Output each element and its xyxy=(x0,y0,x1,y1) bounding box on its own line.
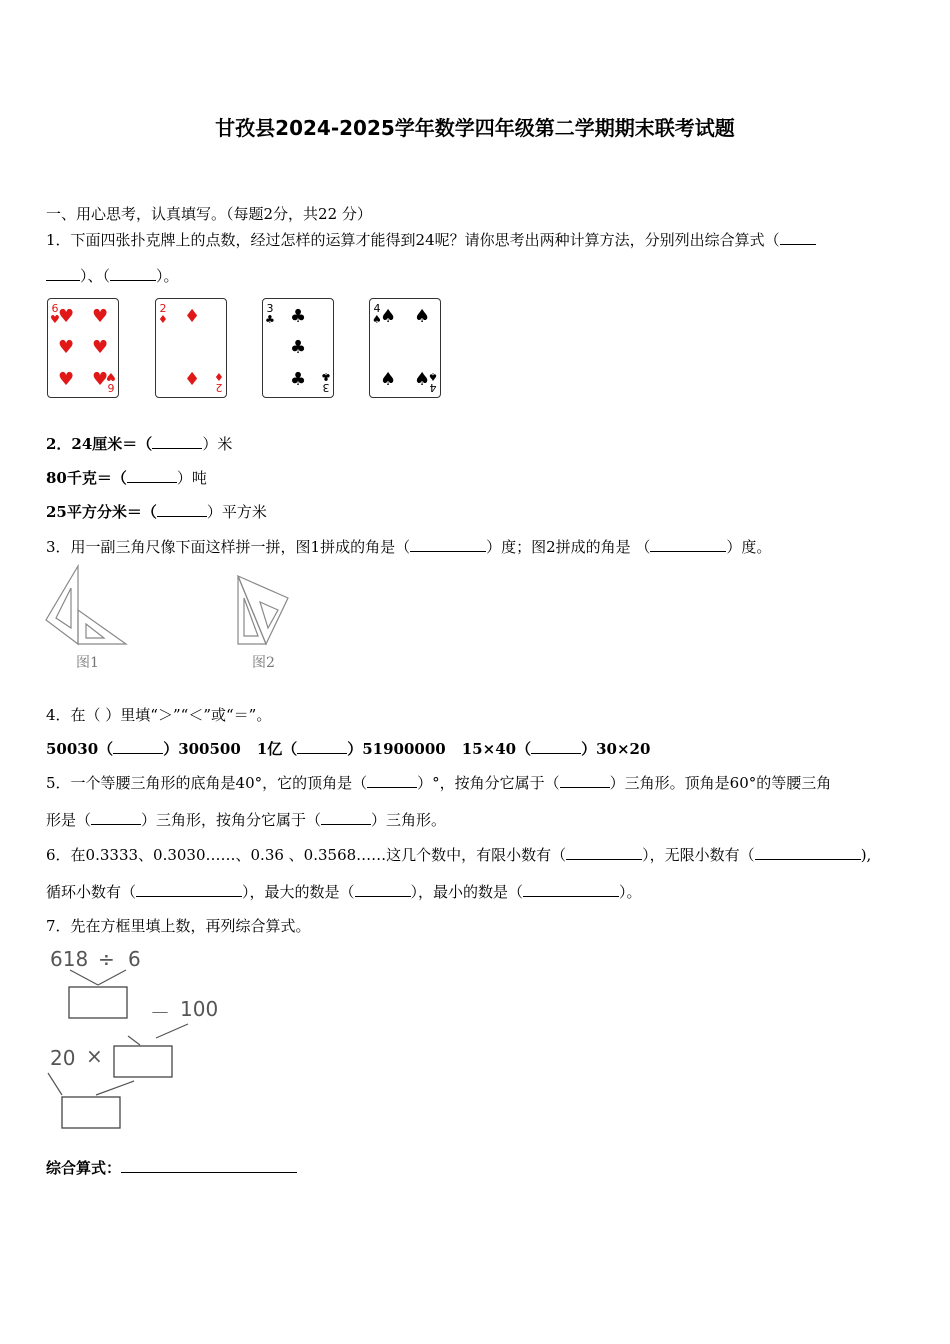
minus-sign: － xyxy=(150,1001,170,1025)
spade-icon: ♠ xyxy=(414,306,431,327)
card-corner: 2 ♦ xyxy=(214,370,224,394)
answer-box-3[interactable] xyxy=(62,1097,120,1128)
question-2a: 2．24厘米＝（ ）米 xyxy=(46,435,233,453)
question-5-line2: 形是（ ）三角形，按角分它属于（ ）三角形。 xyxy=(46,811,447,829)
q6-blank-2[interactable] xyxy=(755,845,861,860)
card-corner: 6 ♥ xyxy=(50,302,60,326)
card-corner: 2 ♦ xyxy=(158,302,168,326)
q1-blank-2[interactable] xyxy=(110,266,156,281)
question-7: 7．先在方框里填上数，再列综合算式。 xyxy=(46,917,311,935)
spade-icon: ♠ xyxy=(414,369,431,390)
diamond-icon: ♦ xyxy=(184,306,201,327)
heart-icon: ♥ xyxy=(92,369,109,390)
times-sign: × xyxy=(86,1044,103,1068)
q4-blank-3[interactable] xyxy=(531,739,581,754)
question-6-line2: 循环小数有（ ），最大的数是（ ），最小的数是（ ）。 xyxy=(46,883,642,901)
triangle-ruler-figure-1 xyxy=(42,562,132,648)
figure-2-label: 图2 xyxy=(252,655,275,671)
q1-end: ）。 xyxy=(156,267,179,285)
question-4: 4．在（ ）里填“＞”“＜”或“＝”。 xyxy=(46,706,272,724)
heart-icon: ♥ xyxy=(92,306,109,327)
card-corner: 3 ♣ xyxy=(265,302,275,326)
combined-expression: 综合算式： xyxy=(46,1157,297,1178)
q6-blank-1[interactable] xyxy=(566,845,642,860)
club-icon: ♣ xyxy=(290,337,307,358)
answer-box-1[interactable] xyxy=(69,987,127,1018)
q2-blank-c[interactable] xyxy=(157,502,207,517)
q1-sep: ）、（ xyxy=(80,267,111,285)
question-1-line1 xyxy=(46,229,816,250)
question-2b: 80千克＝（ ）吨 xyxy=(46,469,207,487)
q4-blank-1[interactable] xyxy=(113,739,163,754)
q4-blank-2[interactable] xyxy=(297,739,347,754)
q5-blank-4[interactable] xyxy=(321,810,371,825)
q6-blank-3[interactable] xyxy=(136,882,242,897)
card-three-clubs xyxy=(262,298,334,398)
q1-blank-1b[interactable] xyxy=(46,266,80,281)
question-2c: 25平方分米＝（ ）平方米 xyxy=(46,503,267,521)
card-corner: 4 ♠ xyxy=(428,370,438,394)
q1-text: 1．下面四张扑克牌上的点数，经过怎样的运算才能得到24呢？请你思考出两种计算方法，分别列出综合算式（ xyxy=(46,231,780,249)
question-6-line1: 6．在0.3333、0.3030……、0.36 、0.3568……这几个数中，有限小数有（ ），无限小数有（ ), xyxy=(46,846,872,864)
card-six-hearts xyxy=(47,298,119,398)
number-100: 100 xyxy=(180,997,219,1021)
club-icon: ♣ xyxy=(290,369,307,390)
card-corner: 3 ♣ xyxy=(321,370,331,394)
spade-icon: ♠ xyxy=(380,369,397,390)
card-two-diamonds xyxy=(155,298,227,398)
section-heading: 一、用心思考，认真填写。（每题2分，共22 分） xyxy=(46,205,372,223)
page-title: 甘孜县2024-2025学年数学四年级第二学期期末联考试题 xyxy=(215,116,735,140)
spade-icon: ♠ xyxy=(380,306,397,327)
calculation-tree xyxy=(40,945,240,1135)
q1-blank-1a[interactable] xyxy=(780,230,816,245)
card-four-spades xyxy=(369,298,441,398)
triangle-ruler-figure-2 xyxy=(232,570,294,650)
q3-blank-1[interactable] xyxy=(410,537,486,552)
q2-blank-b[interactable] xyxy=(127,468,177,483)
q6-blank-4[interactable] xyxy=(355,882,411,897)
heart-icon: ♥ xyxy=(58,369,75,390)
question-4-items: 50030（ ）300500 1亿（ ）51900000 15×40（ ）30×20 xyxy=(46,740,651,758)
q6-blank-5[interactable] xyxy=(523,882,619,897)
number-6: 6 xyxy=(128,947,141,971)
q5-blank-3[interactable] xyxy=(91,810,141,825)
divide-sign: ÷ xyxy=(98,947,115,971)
heart-icon: ♥ xyxy=(58,337,75,358)
club-icon: ♣ xyxy=(290,306,307,327)
number-20: 20 xyxy=(50,1046,76,1070)
q2-blank-a[interactable] xyxy=(152,434,202,449)
card-corner: 6 ♥ xyxy=(106,370,116,394)
question-3: 3．用一副三角尺像下面这样拼一拼，图1拼成的角是（ ）度；图2拼成的角是 （ ）度。 xyxy=(46,538,772,556)
diamond-icon: ♦ xyxy=(184,369,201,390)
heart-icon: ♥ xyxy=(92,337,109,358)
q3-blank-2[interactable] xyxy=(650,537,726,552)
card-corner: 4 ♠ xyxy=(372,302,382,326)
heart-icon: ♥ xyxy=(58,306,75,327)
q5-blank-2[interactable] xyxy=(560,773,610,788)
figure-1-label: 图1 xyxy=(76,655,99,671)
answer-box-2[interactable] xyxy=(114,1046,172,1077)
combined-expression-blank[interactable] xyxy=(121,1158,297,1173)
q5-blank-1[interactable] xyxy=(367,773,417,788)
question-1-line2 xyxy=(46,265,179,286)
question-5-line1: 5．一个等腰三角形的底角是40°，它的顶角是（ ）°，按角分它属于（ ）三角形。顶角是60°的等腰三角 xyxy=(46,774,832,792)
number-618: 618 xyxy=(50,947,89,971)
